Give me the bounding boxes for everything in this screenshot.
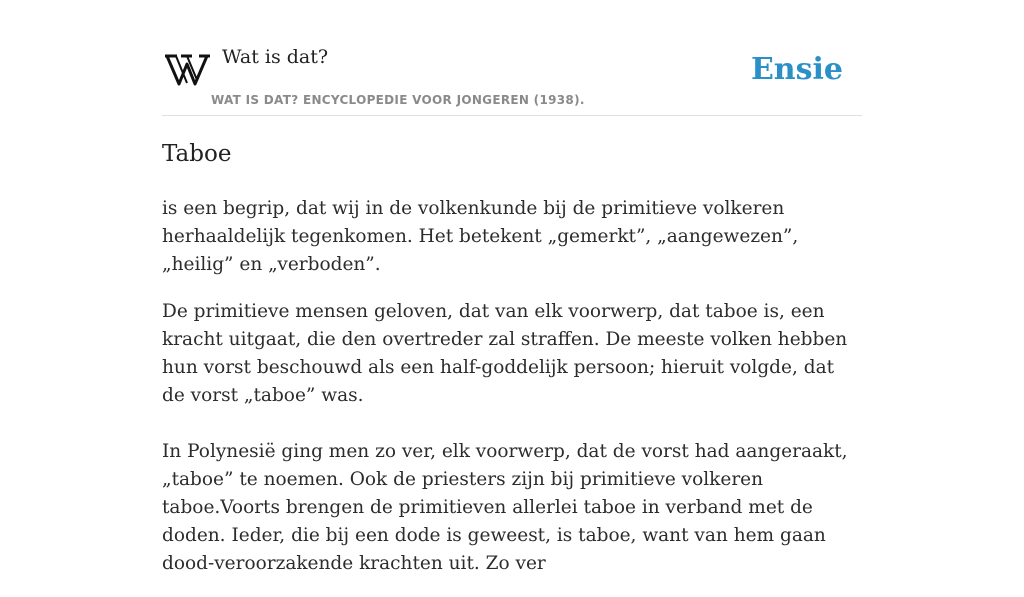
site-title[interactable]: Wat is dat?	[222, 46, 329, 68]
site-header	[162, 40, 862, 116]
article-paragraph-3: In Polynesië ging men zo ver, elk voorwerp, dat de vorst had aangeraakt, „taboe” te noemen. Ook de priesters zijn bij primitieve volkeren taboe.Voorts brengen de primitieven allerlei taboe in verband met de doden. Ieder, die bij een dode is geweest, is taboe, want van hem gaan dood-veroorzakende krachten uit. Zo ver	[162, 441, 848, 574]
wikipedia-w-icon[interactable]	[164, 50, 210, 90]
article-title: Taboe	[162, 141, 232, 167]
article-paragraph-2: De primitieve mensen geloven, dat van elk voorwerp, dat taboe is, een kracht uitgaat, die den overtreder zal straffen. De meeste volken hebben hun vorst beschouwd als een half-goddelijk persoon; hieruit volgde, dat de vorst „taboe” was.	[162, 301, 848, 406]
ensie-brand-link[interactable]: Ensie	[750, 52, 843, 87]
article	[162, 138, 862, 597]
article-paragraph-1: is een begrip, dat wij in de volkenkunde bij de primitieve volkeren herhaaldelijk tegenkomen. Het betekent „gemerkt”, „aangewezen”, „heilig” en „verboden”.	[162, 198, 799, 275]
site-subtitle: WAT IS DAT? ENCYCLOPEDIE VOOR JONGEREN (1938).	[211, 93, 585, 107]
